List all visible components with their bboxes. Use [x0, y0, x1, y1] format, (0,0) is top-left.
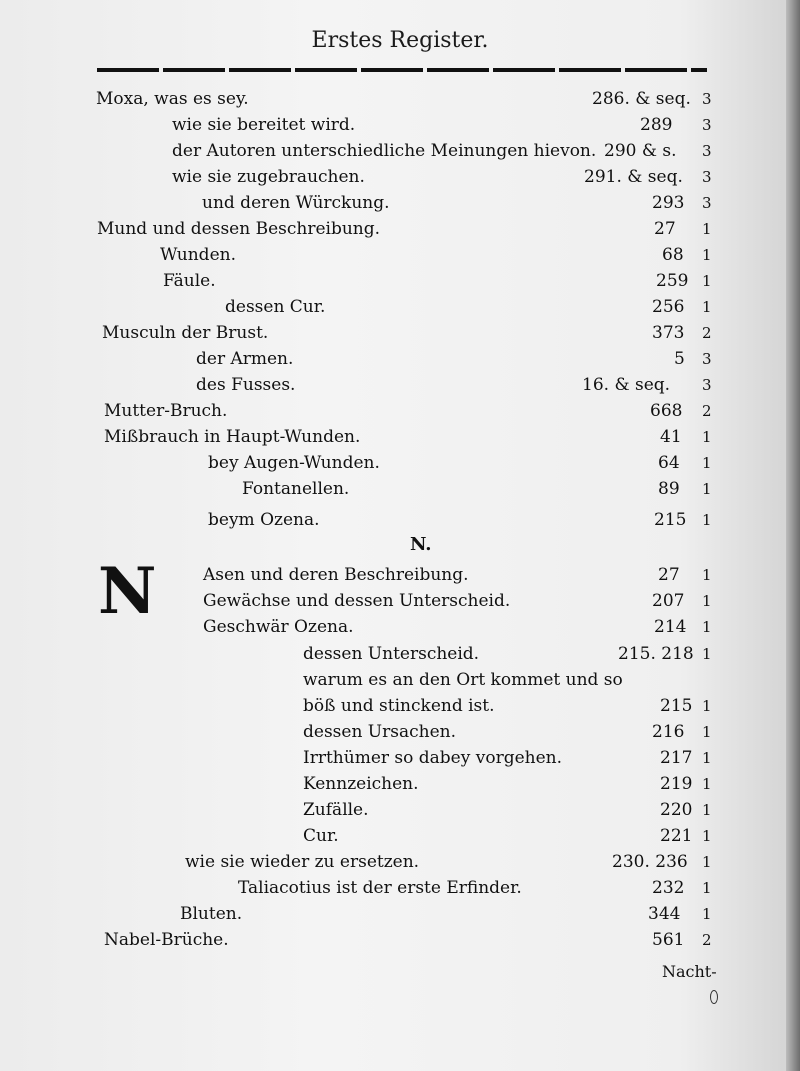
register-entry — [0, 164, 730, 190]
entry-page-ref: 5 — [674, 349, 685, 369]
decorated-initial: N — [98, 554, 157, 629]
register-entry — [0, 216, 730, 242]
entry-label: des Fusses. — [196, 375, 296, 395]
entry-page-ref: 215. 218 — [618, 644, 694, 664]
register-entry — [0, 641, 730, 667]
catchword: Nacht- — [662, 962, 717, 981]
entry-label: wie sie wieder zu ersetzen. — [185, 852, 420, 872]
entry-volume: 1 — [702, 749, 712, 767]
register-entry — [0, 476, 730, 502]
entry-page-ref: 291. & seq. — [584, 167, 683, 187]
entry-page-ref: 232 — [652, 878, 685, 898]
entry-volume: 1 — [702, 618, 712, 636]
entry-volume: 1 — [702, 801, 712, 819]
entry-page-ref: 289 — [640, 115, 673, 135]
register-entry — [0, 424, 730, 450]
entry-volume: 1 — [702, 511, 712, 529]
entry-page-ref: 561 — [652, 930, 685, 950]
entry-page-ref: 290 & s. — [604, 141, 677, 161]
entry-volume: 3 — [702, 168, 712, 186]
entry-label: und deren Würckung. — [202, 193, 390, 213]
register-entry — [0, 112, 730, 138]
register-entry — [0, 823, 730, 849]
register-entry — [0, 320, 730, 346]
entry-page-ref: 293 — [652, 193, 685, 213]
entry-page-ref: 16. & seq. — [582, 375, 671, 395]
entry-label: beym Ozena. — [208, 510, 320, 530]
entry-volume: 1 — [702, 272, 712, 290]
entry-page-ref: 215 — [660, 696, 693, 716]
entry-label: bey Augen-Wunden. — [208, 453, 380, 473]
entry-volume: 1 — [702, 905, 712, 923]
entry-label: Kennzeichen. — [303, 774, 419, 794]
entry-volume: 3 — [702, 194, 712, 212]
entry-page-ref: 214 — [654, 617, 687, 637]
entry-label: wie sie bereitet wird. — [172, 115, 356, 135]
register-entry — [0, 507, 730, 533]
entry-label: Mutter-Bruch. — [104, 401, 228, 421]
register-entry — [0, 849, 730, 875]
entry-volume: 1 — [702, 697, 712, 715]
entry-page-ref: 215 — [654, 510, 687, 530]
entry-label: Nabel-Brüche. — [104, 930, 229, 950]
register-entry — [0, 268, 730, 294]
entry-volume: 2 — [702, 931, 712, 949]
entry-label: Musculn der Brust. — [102, 323, 269, 343]
entry-volume: 1 — [702, 298, 712, 316]
entry-page-ref: 27 — [654, 219, 676, 239]
entry-volume: 1 — [702, 454, 712, 472]
entry-label: Fontanellen. — [242, 479, 350, 499]
entry-volume: 1 — [702, 775, 712, 793]
entry-page-ref: 259 — [656, 271, 689, 291]
entry-label: dessen Ursachen. — [303, 722, 456, 742]
entry-label: der Autoren unterschiedliche Meinungen hievon. — [172, 141, 597, 161]
entry-label: Bluten. — [180, 904, 243, 924]
entry-page-ref: 286. & seq. — [592, 89, 691, 109]
entry-volume: 2 — [702, 402, 712, 420]
entry-page-ref: 668 — [650, 401, 683, 421]
entry-page-ref: 373 — [652, 323, 685, 343]
entry-label: Taliacotius ist der erste Erfinder. — [238, 878, 522, 898]
entry-page-ref: 89 — [658, 479, 680, 499]
entry-page-ref: 344 — [648, 904, 681, 924]
entry-volume: 3 — [702, 142, 712, 160]
register-entry — [0, 693, 730, 719]
entry-page-ref: 217 — [660, 748, 693, 768]
entry-page-ref: 27 — [658, 565, 680, 585]
entry-page-ref: 64 — [658, 453, 680, 473]
entry-volume: 1 — [702, 723, 712, 741]
entry-page-ref: 207 — [652, 591, 685, 611]
register-entry — [0, 667, 730, 693]
entry-label: dessen Unterscheid. — [303, 644, 480, 664]
entry-label: Geschwär Ozena. — [203, 617, 354, 637]
register-entry — [0, 294, 730, 320]
entry-label: Mund und dessen Beschreibung. — [97, 219, 381, 239]
entry-label: Asen und deren Beschreibung. — [203, 565, 469, 585]
register-entry — [0, 745, 730, 771]
entry-volume: 2 — [702, 324, 712, 342]
entry-volume: 1 — [702, 220, 712, 238]
entry-label: Gewächse und dessen Unterscheid. — [203, 591, 511, 611]
register-entry — [0, 346, 730, 372]
entry-volume: 1 — [702, 592, 712, 610]
register-entry — [0, 372, 730, 398]
entry-volume: 3 — [702, 90, 712, 108]
entry-label: Zufälle. — [303, 800, 369, 820]
register-entry — [0, 86, 730, 112]
page-edge-shadow — [786, 0, 800, 1071]
register-entry — [0, 719, 730, 745]
entry-page-ref: 221 — [660, 826, 693, 846]
register-entry — [0, 398, 730, 424]
register-entry — [0, 450, 730, 476]
entry-volume: 3 — [702, 350, 712, 368]
page-header: Erstes Register. — [311, 28, 489, 53]
register-entry — [0, 771, 730, 797]
entry-page-ref: 230. 236 — [612, 852, 688, 872]
register-entry — [0, 242, 730, 268]
entry-page-ref: 216 — [652, 722, 685, 742]
entry-label: der Armen. — [196, 349, 294, 369]
register-entry — [0, 138, 730, 164]
entry-volume: 1 — [702, 853, 712, 871]
entry-page-ref: 256 — [652, 297, 685, 317]
register-entry — [0, 875, 730, 901]
entry-label: Wunden. — [160, 245, 236, 265]
entry-volume: 1 — [702, 879, 712, 897]
entry-volume: 1 — [702, 566, 712, 584]
entry-volume: 1 — [702, 428, 712, 446]
entry-page-ref: 220 — [660, 800, 693, 820]
entry-volume: 1 — [702, 246, 712, 264]
stray-mark — [710, 990, 718, 1004]
entry-volume: 1 — [702, 480, 712, 498]
entry-volume: 1 — [702, 827, 712, 845]
entry-label: Cur. — [303, 826, 339, 846]
entry-volume: 3 — [702, 116, 712, 134]
entry-page-ref: 68 — [662, 245, 684, 265]
entry-label: wie sie zugebrauchen. — [172, 167, 365, 187]
register-entry — [0, 927, 730, 953]
entry-volume: 3 — [702, 376, 712, 394]
entry-label: böß und stinckend ist. — [303, 696, 495, 716]
section-letter: N. — [410, 534, 432, 555]
entry-page-ref: 219 — [660, 774, 693, 794]
entry-label: Mißbrauch in Haupt-Wunden. — [104, 427, 361, 447]
entry-label: Fäule. — [163, 271, 216, 291]
entry-label: Irrthümer so dabey vorgehen. — [303, 748, 563, 768]
header-rule — [97, 68, 707, 72]
entry-label: warum es an den Ort kommet und so — [303, 670, 623, 690]
entry-label: dessen Cur. — [225, 297, 326, 317]
register-entry — [0, 797, 730, 823]
entry-label: Moxa, was es sey. — [96, 89, 249, 109]
register-entry — [0, 190, 730, 216]
entry-volume: 1 — [702, 645, 712, 663]
entry-page-ref: 41 — [660, 427, 682, 447]
register-entry — [0, 901, 730, 927]
